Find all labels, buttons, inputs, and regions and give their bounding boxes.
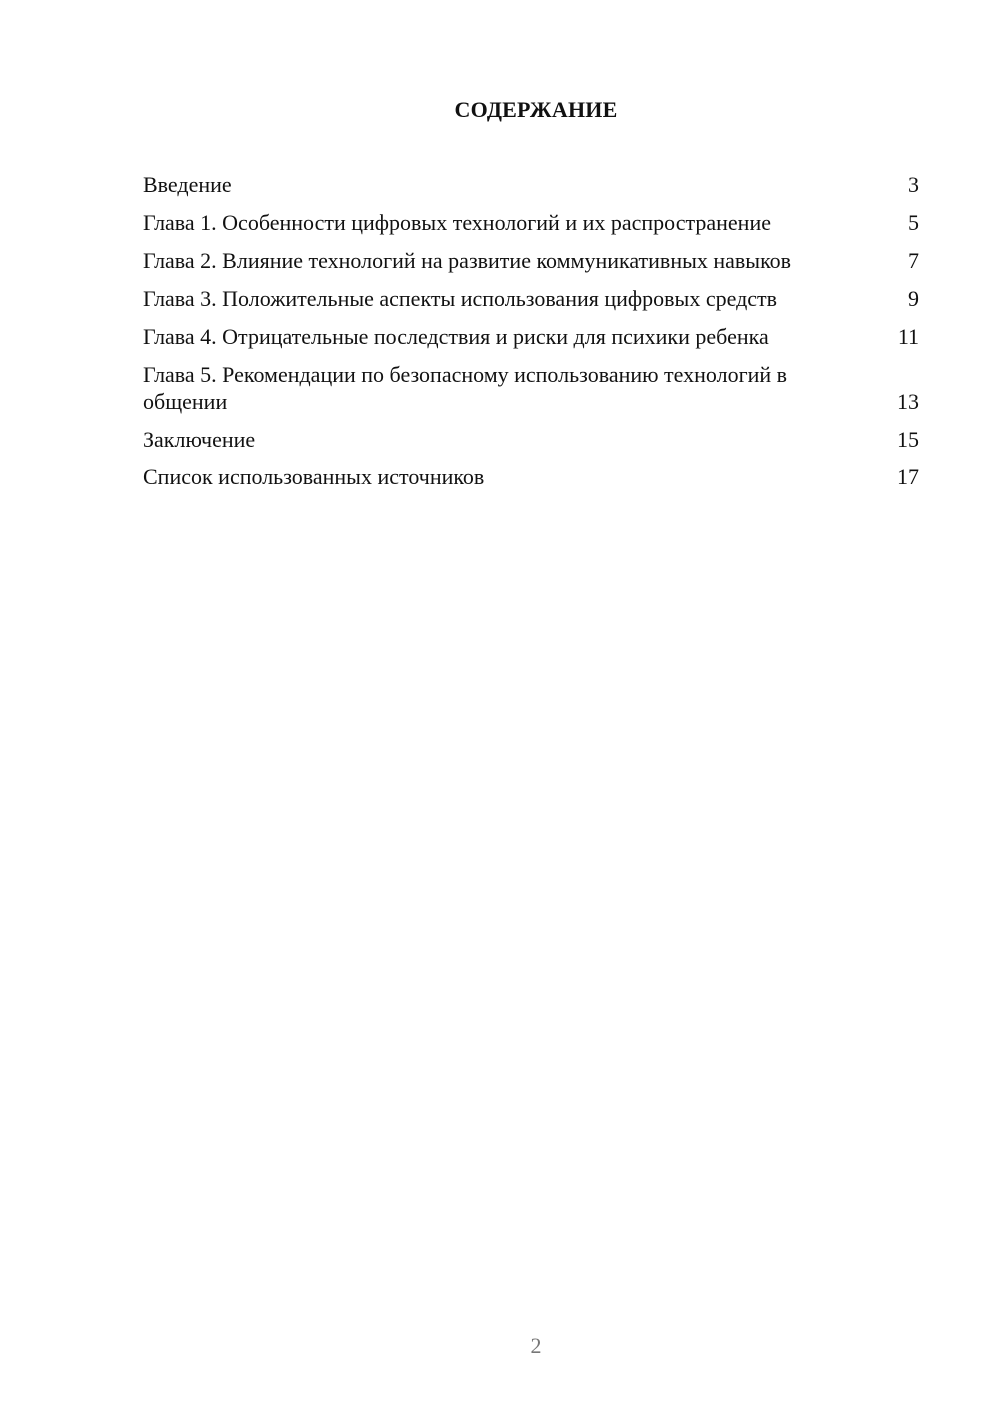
toc-entry-page: 17 xyxy=(897,464,919,489)
toc-entry-references xyxy=(143,463,919,490)
toc-heading: СОДЕРЖАНИЕ xyxy=(454,97,618,122)
toc-entry-chapter-4 xyxy=(143,323,919,350)
toc-entry-title: Глава 5. Рекомендации по безопасному использованию технологий в общении xyxy=(143,362,788,414)
toc-entry-page: 13 xyxy=(897,389,919,414)
toc-entry-title: Глава 1. Особенности цифровых технологий и их распространение xyxy=(143,210,771,235)
toc-entry-conclusion xyxy=(143,426,919,453)
toc-entry-chapter-2 xyxy=(143,247,919,274)
toc-entry-title: Глава 3. Положительные аспекты использования цифровых средств xyxy=(143,286,778,311)
toc-entry-title: Глава 4. Отрицательные последствия и риски для психики ребенка xyxy=(143,324,769,349)
toc-entry-page: 5 xyxy=(908,210,919,235)
toc-entry-page: 9 xyxy=(908,286,919,311)
table-of-contents xyxy=(143,171,919,490)
toc-entry-page: 3 xyxy=(908,172,919,197)
toc-entry-title: Введение xyxy=(143,172,232,197)
toc-entry-page: 7 xyxy=(908,248,919,273)
toc-entry-page: 11 xyxy=(897,324,919,349)
page-number: 2 xyxy=(530,1333,542,1358)
toc-entry-title: Список использованных источников xyxy=(143,464,485,489)
toc-entry-chapter-3 xyxy=(143,285,919,312)
toc-entry-page: 15 xyxy=(897,427,919,452)
toc-entry-title: Заключение xyxy=(143,427,256,452)
toc-entry-introduction xyxy=(143,171,919,198)
toc-entry-title: Глава 2. Влияние технологий на развитие коммуникативных навыков xyxy=(143,248,792,273)
toc-entry-chapter-1 xyxy=(143,209,919,236)
toc-entry-chapter-5 xyxy=(143,361,919,415)
